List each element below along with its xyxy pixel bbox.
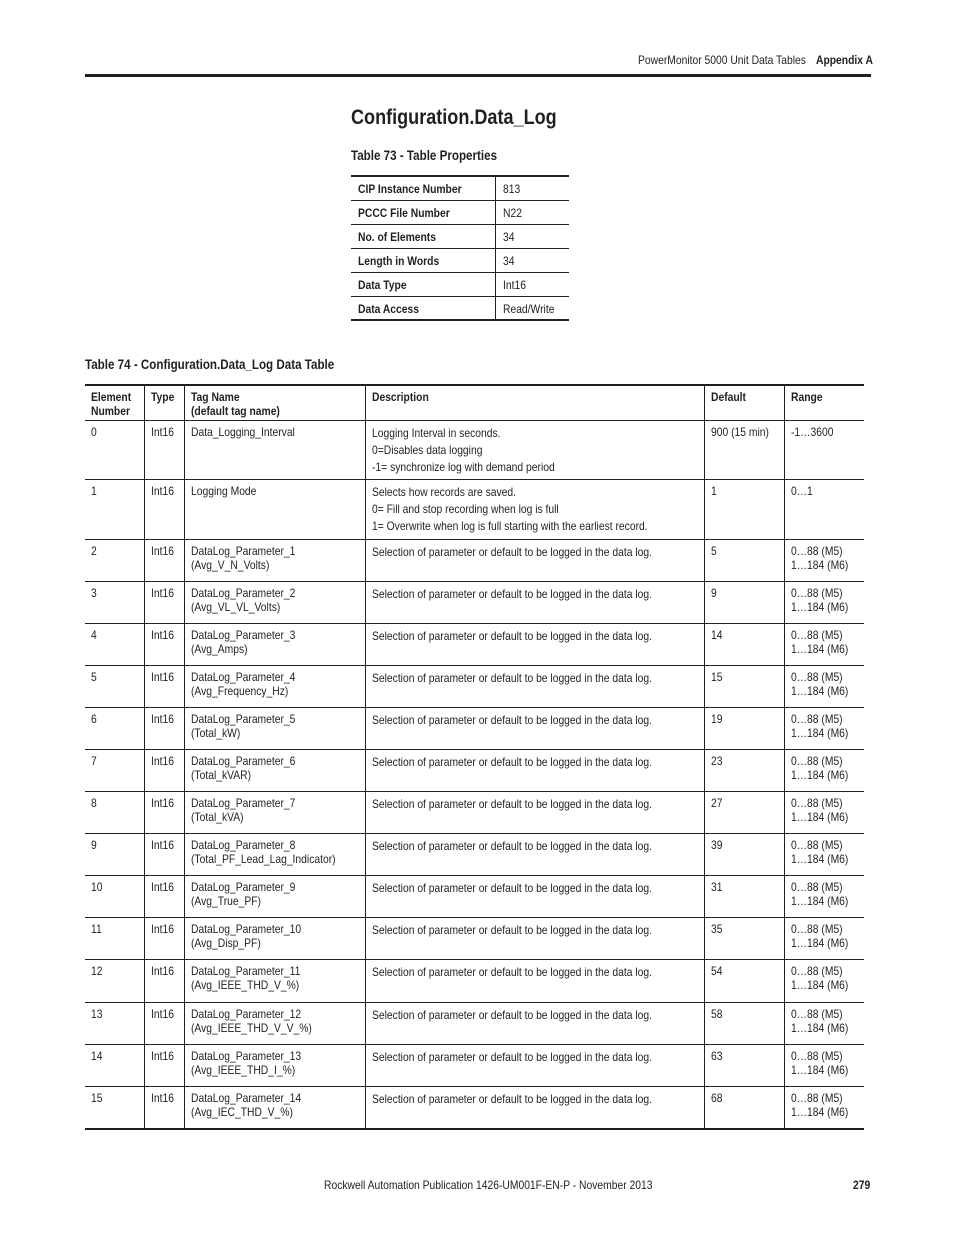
property-value: Int16 (495, 272, 569, 296)
element-cell: 15 (85, 1086, 144, 1129)
type-cell: Int16 (144, 420, 184, 479)
property-key: No. of Elements (351, 224, 495, 248)
running-header-title: PowerMonitor 5000 Unit Data Tables (638, 53, 806, 67)
table-row (85, 749, 864, 791)
range-cell: 0…88 (M5) 1…184 (M6) (784, 917, 863, 959)
description-cell: Selection of parameter or default to be logged in the data log. (365, 959, 704, 1002)
type-cell: Int16 (144, 875, 184, 917)
property-value: Read/Write (502, 301, 554, 316)
header-range: Range (784, 385, 863, 420)
type-cell: Int16 (144, 479, 184, 539)
description-cell: Selects how records are saved. 0= Fill and stop recording when log is full 1= Overwrite when log is full starting with the earliest record. (365, 479, 704, 539)
type-cell: Int16 (144, 581, 184, 623)
table-row (85, 917, 864, 959)
header-element-number: Element Number (85, 385, 144, 420)
header-description: Description (365, 385, 704, 420)
element-cell: 8 (85, 791, 144, 833)
property-value: 34 (495, 224, 569, 248)
default-cell: 63 (704, 1044, 784, 1086)
range-cell: 0…88 (M5) 1…184 (M6) (784, 581, 863, 623)
description-cell: Selection of parameter or default to be logged in the data log. (365, 1002, 704, 1044)
tag-name-cell: DataLog_Parameter_5 (Total_kW) (184, 707, 365, 749)
default-cell: 1 (704, 479, 784, 539)
data-log-table (85, 384, 864, 1130)
header-default: Default (704, 385, 784, 420)
property-row (351, 224, 569, 248)
element-cell: 3 (85, 581, 144, 623)
tag-name-cell: Data_Logging_Interval (184, 420, 365, 479)
description-cell: Selection of parameter or default to be logged in the data log. (365, 917, 704, 959)
range-cell: 0…88 (M5) 1…184 (M6) (790, 1090, 849, 1119)
type-cell: Int16 (144, 749, 184, 791)
element-cell: 12 (85, 959, 144, 1002)
tag-name-cell: Logging Mode (184, 479, 365, 539)
element-cell: 10 (85, 875, 144, 917)
default-cell: 900 (15 min) (704, 420, 784, 479)
description-cell: Selection of parameter or default to be logged in the data log. (365, 749, 704, 791)
element-cell: 9 (85, 833, 144, 875)
table-row (85, 1086, 864, 1129)
description-cell: Selection of parameter or default to be logged in the data log. (365, 1086, 704, 1129)
default-cell: 68 (704, 1086, 784, 1129)
description-cell: Selection of parameter or default to be logged in the data log. (365, 539, 704, 581)
property-key: Length in Words (351, 248, 495, 272)
element-cell: 2 (85, 539, 144, 581)
range-cell: 0…88 (M5) 1…184 (M6) (784, 959, 863, 1002)
type-cell: Int16 (144, 833, 184, 875)
default-cell: 35 (704, 917, 784, 959)
default-cell: 14 (704, 623, 784, 665)
tag-name-cell: DataLog_Parameter_14 (Avg_IEC_THD_V_%) (184, 1086, 365, 1129)
header-type: Type (144, 385, 184, 420)
table-row (85, 665, 864, 707)
property-row (351, 200, 569, 224)
table-row (85, 623, 864, 665)
tag-name-cell: DataLog_Parameter_3 (Avg_Amps) (184, 623, 365, 665)
element-cell: 4 (85, 623, 144, 665)
element-cell: 11 (85, 917, 144, 959)
range-cell: -1…3600 (784, 420, 863, 479)
range-cell: 0…88 (M5) 1…184 (M6) (784, 665, 863, 707)
table-properties (351, 175, 569, 321)
table-row (85, 875, 864, 917)
type-cell: Int16 (144, 917, 184, 959)
default-cell: 39 (704, 833, 784, 875)
table-row (85, 1002, 864, 1044)
property-key: PCCC File Number (351, 200, 495, 224)
description-cell: Selection of parameter or default to be logged in the data log. (365, 581, 704, 623)
description-cell: Selection of parameter or default to be logged in the data log. (365, 1044, 704, 1086)
type-cell: Int16 (144, 1086, 184, 1129)
table-row (85, 539, 864, 581)
range-cell: 0…88 (M5) 1…184 (M6) (784, 1002, 863, 1044)
description-cell: Selection of parameter or default to be logged in the data log. (365, 833, 704, 875)
type-cell: Int16 (144, 1044, 184, 1086)
type-cell: Int16 (144, 1002, 184, 1044)
type-cell: Int16 (144, 665, 184, 707)
tag-name-cell: DataLog_Parameter_4 (Avg_Frequency_Hz) (184, 665, 365, 707)
type-cell: Int16 (144, 791, 184, 833)
tag-name-cell: DataLog_Parameter_8 (Total_PF_Lead_Lag_Indicator) (184, 833, 365, 875)
page-number: 279 (853, 1178, 871, 1192)
description-cell: Logging Interval in seconds. 0=Disables data logging -1= synchronize log with demand period (365, 420, 704, 479)
element-cell: 5 (85, 665, 144, 707)
property-key: CIP Instance Number (351, 176, 495, 200)
table-row (85, 1044, 864, 1086)
table-row (85, 420, 864, 479)
table-row (85, 959, 864, 1002)
description-cell: Selection of parameter or default to be logged in the data log. (365, 875, 704, 917)
range-cell: 0…88 (M5) 1…184 (M6) (784, 749, 863, 791)
range-cell: 0…88 (M5) 1…184 (M6) (784, 623, 863, 665)
tag-name-cell: DataLog_Parameter_11 (Avg_IEEE_THD_V_%) (184, 959, 365, 1002)
property-value: 34 (495, 248, 569, 272)
default-cell: 23 (704, 749, 784, 791)
table-row (85, 791, 864, 833)
tag-name-cell: DataLog_Parameter_2 (Avg_VL_VL_Volts) (184, 581, 365, 623)
type-cell: Int16 (144, 623, 184, 665)
footer-publication: Rockwell Automation Publication 1426-UM001F-EN-P - November 2013 (324, 1178, 653, 1192)
tag-name-cell: DataLog_Parameter_13 (Avg_IEEE_THD_I_%) (184, 1044, 365, 1086)
element-cell: 6 (85, 707, 144, 749)
tag-name-cell: DataLog_Parameter_12 (Avg_IEEE_THD_V_V_%) (184, 1002, 365, 1044)
description-cell: Selection of parameter or default to be logged in the data log. (365, 665, 704, 707)
table-73-caption: Table 73 - Table Properties (351, 148, 498, 163)
property-value: N22 (495, 200, 569, 224)
tag-name-cell: DataLog_Parameter_6 (Total_kVAR) (184, 749, 365, 791)
default-cell: 27 (704, 791, 784, 833)
section-title: Configuration.Data_Log (351, 106, 557, 129)
element-cell: 14 (85, 1044, 144, 1086)
default-cell: 58 (704, 1002, 784, 1044)
default-cell: 9 (704, 581, 784, 623)
header-divider (85, 74, 871, 77)
property-row (351, 296, 569, 320)
tag-name-cell: DataLog_Parameter_9 (Avg_True_PF) (184, 875, 365, 917)
default-cell: 19 (704, 707, 784, 749)
property-key: Data Access (351, 296, 495, 320)
tag-name-cell: DataLog_Parameter_10 (Avg_Disp_PF) (184, 917, 365, 959)
description-cell: Selection of parameter or default to be logged in the data log. (365, 791, 704, 833)
type-cell: Int16 (144, 707, 184, 749)
tag-name-cell: DataLog_Parameter_7 (Total_kVA) (184, 791, 365, 833)
default-cell: 54 (704, 959, 784, 1002)
property-row (351, 176, 569, 200)
range-cell: 0…88 (M5) 1…184 (M6) (784, 875, 863, 917)
range-cell: 0…1 (784, 479, 863, 539)
table-header-row (85, 385, 864, 420)
type-cell: Int16 (144, 959, 184, 1002)
element-cell: 1 (85, 479, 144, 539)
running-header-appendix: Appendix A (816, 53, 873, 67)
tag-name-cell: DataLog_Parameter_1 (Avg_V_N_Volts) (184, 539, 365, 581)
range-cell: 0…88 (M5) 1…184 (M6) (784, 1044, 863, 1086)
type-cell: Int16 (144, 539, 184, 581)
default-cell: 5 (704, 539, 784, 581)
property-key: Data Type (351, 272, 495, 296)
default-cell: 31 (704, 875, 784, 917)
property-row (351, 248, 569, 272)
table-74-caption: Table 74 - Configuration.Data_Log Data Table (85, 357, 335, 372)
description-cell: Selection of parameter or default to be logged in the data log. (365, 623, 704, 665)
table-row (85, 581, 864, 623)
range-cell: 0…88 (M5) 1…184 (M6) (784, 707, 863, 749)
table-row (85, 479, 864, 539)
element-cell: 7 (85, 749, 144, 791)
table-row (85, 833, 864, 875)
property-row (351, 272, 569, 296)
default-cell: 15 (704, 665, 784, 707)
element-cell: 0 (85, 420, 144, 479)
header-tag-name: Tag Name (default tag name) (184, 385, 365, 420)
range-cell: 0…88 (M5) 1…184 (M6) (784, 539, 863, 581)
table-row (85, 707, 864, 749)
range-cell: 0…88 (M5) 1…184 (M6) (784, 791, 863, 833)
range-cell: 0…88 (M5) 1…184 (M6) (784, 833, 863, 875)
property-value: 813 (495, 176, 569, 200)
element-cell: 13 (85, 1002, 144, 1044)
description-cell: Selection of parameter or default to be logged in the data log. (365, 707, 704, 749)
